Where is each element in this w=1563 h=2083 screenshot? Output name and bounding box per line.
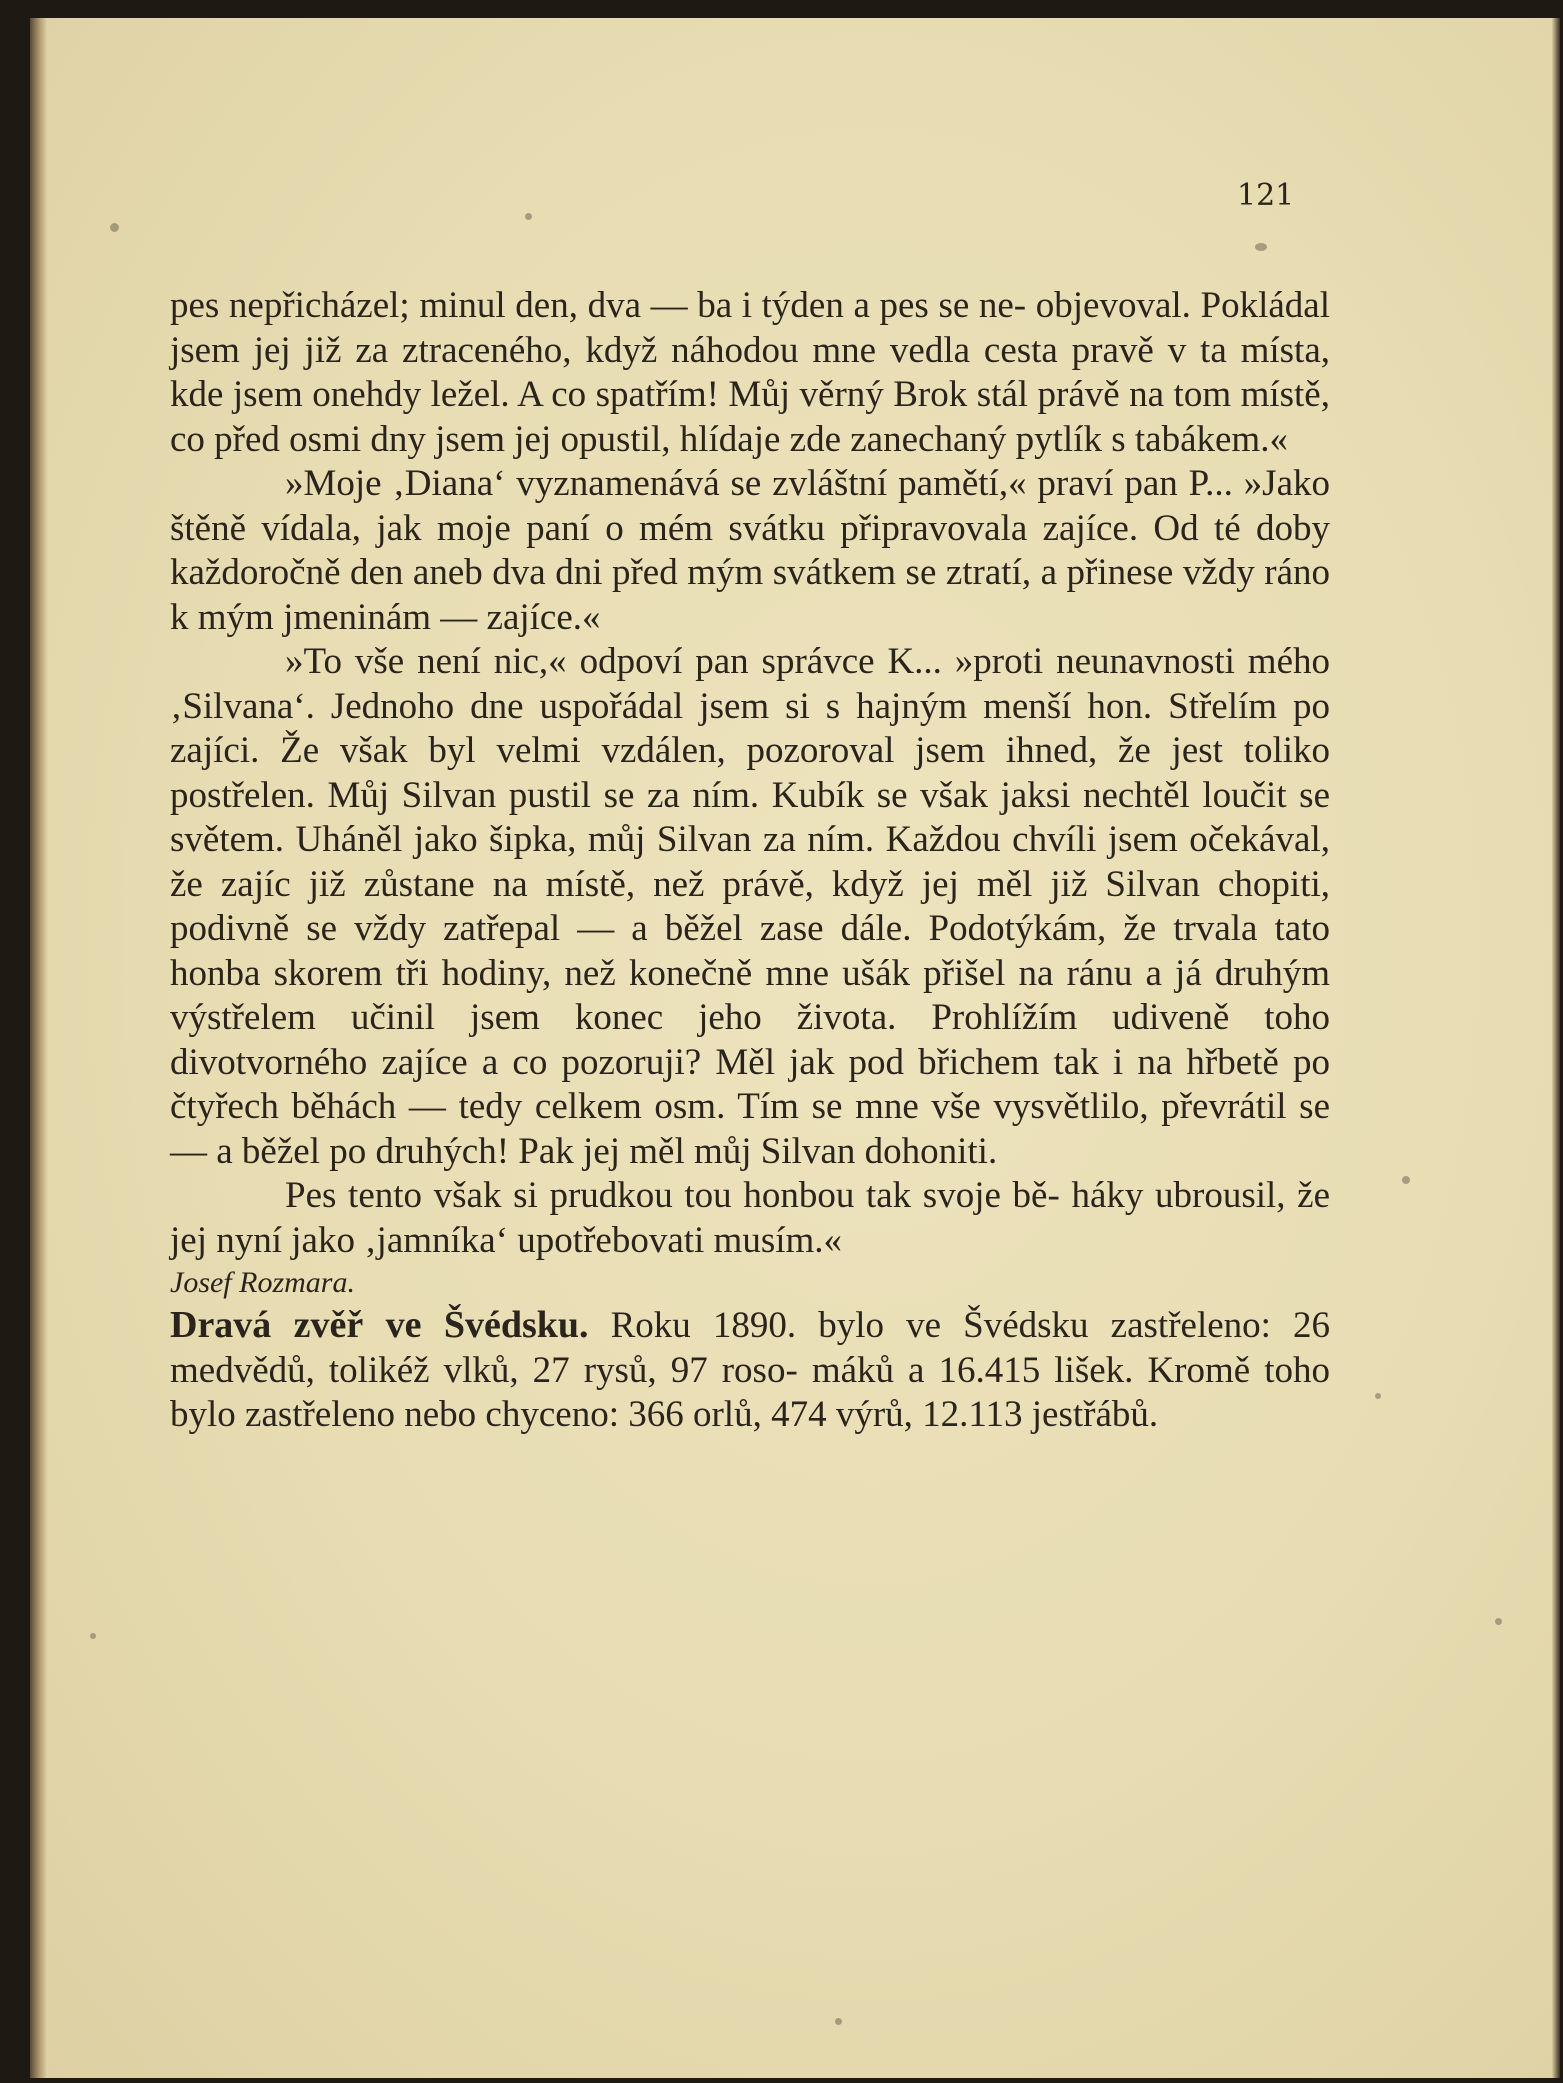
paper-speck [835,2018,842,2025]
text-line: než právě, když jej měl již Silvan chopiti, podivně se [170,863,1331,949]
text-line: chyceno: 366 orlů, 474 výrů, 12.113 jestřábů. [485,1394,1159,1435]
text-line: vždy zatřepal — a běžel zase dále. Podotýkám, že trvala [354,908,1258,949]
text-line: tato honba skorem tři hodiny, než konečně mne ušák přišel [170,908,1331,994]
paragraph-diana [170,462,1330,640]
paper-speck [1495,1618,1502,1625]
text-line: tedy celkem osm. Tím se mne vše vysvětlilo, převrátil se [458,1086,1330,1127]
text-line: připravovala zajíce. Od té doby každoročně den aneb dva [170,507,1331,593]
text-line: mne vedla cesta pravě v ta místa, kde jsem onehdy ležel. [170,329,1330,415]
text-line: Pes tento však si prudkou tou honbou tak svoje bě- [285,1175,1060,1216]
paper-speck [1375,1393,1381,1399]
article-heading: Dravá zvěř ve Švédsku. [170,1304,589,1346]
text-line: »Moje ‚Diana‘ vyznamenává se zvláštní pamětí,« praví [285,463,1114,504]
text-line: si s hajným menší hon. Střelím po zajíci. Že však byl [170,685,1331,771]
paragraph-conclusion [170,1174,1330,1263]
text-line: zastřeleno: 26 medvědů, tolikéž vlků, 27 rysů, 97 roso- [170,1305,1331,1391]
text-line: A co spatřím! Můj věrný Brok stál právě na tom místě, [517,374,1330,415]
author-signature: Josef Rozmara. [170,1266,355,1299]
text-line: Roku 1890. bylo ve Švédsku [610,1305,1089,1346]
paper-speck [110,223,119,232]
paper-speck [1402,1176,1410,1184]
paragraph-silvan [170,640,1330,1174]
text-line: háky ubrousil, že jej nyní jako ‚jamníka‘ upotřebovati musím.« [170,1175,1331,1261]
text-line: jmeninám — zajíce.« [283,596,601,638]
page-number: 121 [1237,178,1295,213]
text-line: Každou chvíli jsem očekával, že zajíc již zůstane na místě, [170,819,1330,905]
binding-gutter [30,18,48,2078]
paper-speck [525,213,532,220]
text-line: neunavnosti mého ‚Silvana‘. Jednoho dne uspořádal jsem [170,641,1330,727]
body-text [170,284,1330,1438]
text-line: pes nepřicházel; minul den, dva — ba i týden a pes se ne- [170,285,1027,326]
paragraph-continued [170,284,1330,462]
text-line: — a běžel po druhých! Pak jej měl můj Silvan dohoniti. [170,1130,998,1172]
text-line: »To vše není nic,« odpoví pan správce K... »proti [285,641,1044,682]
page-edge [1552,18,1560,2078]
text-line: Prohlížím udiveně toho divotvorného zajíce a co pozoruji? [170,997,1331,1083]
text-line: Můj Silvan pustil se za ním. Kubík se však jaksi nechtěl [327,774,1190,816]
text-line: pan P... »Jako štěně vídala, jak moje paní o mém svátku [170,463,1331,549]
text-line: loučit se světem. Uháněl jako šipka, můj Silvan za ním. [170,774,1330,860]
paper-speck [90,1633,96,1639]
book-page [30,18,1560,2078]
text-line: Měl jak pod břichem tak i na hřbetě po čtyřech běhách — [170,1041,1330,1127]
paper-speck [1255,243,1267,251]
text-line: dni před mým svátkem se ztratí, a přinese vždy ráno k mým [170,552,1331,638]
text-line: objevoval. Pokládal jsem jej již za ztraceného, když náhodou [170,285,1331,371]
text-line: co před osmi dny jsem jej opustil, hlídaje zde zanechaný [170,418,1007,460]
text-line: velmi vzdálen, pozoroval jsem ihned, že jest toliko postřelen. [170,730,1331,816]
text-line: máků a 16.415 lišek. Kromě toho bylo zastřeleno nebo [170,1349,1330,1435]
text-line: pytlík s tabákem.« [1015,418,1288,460]
paragraph-predators-sweden [170,1303,1330,1438]
text-line: na ránu a já druhým výstřelem učinil jsem konec jeho života. [170,952,1330,1038]
